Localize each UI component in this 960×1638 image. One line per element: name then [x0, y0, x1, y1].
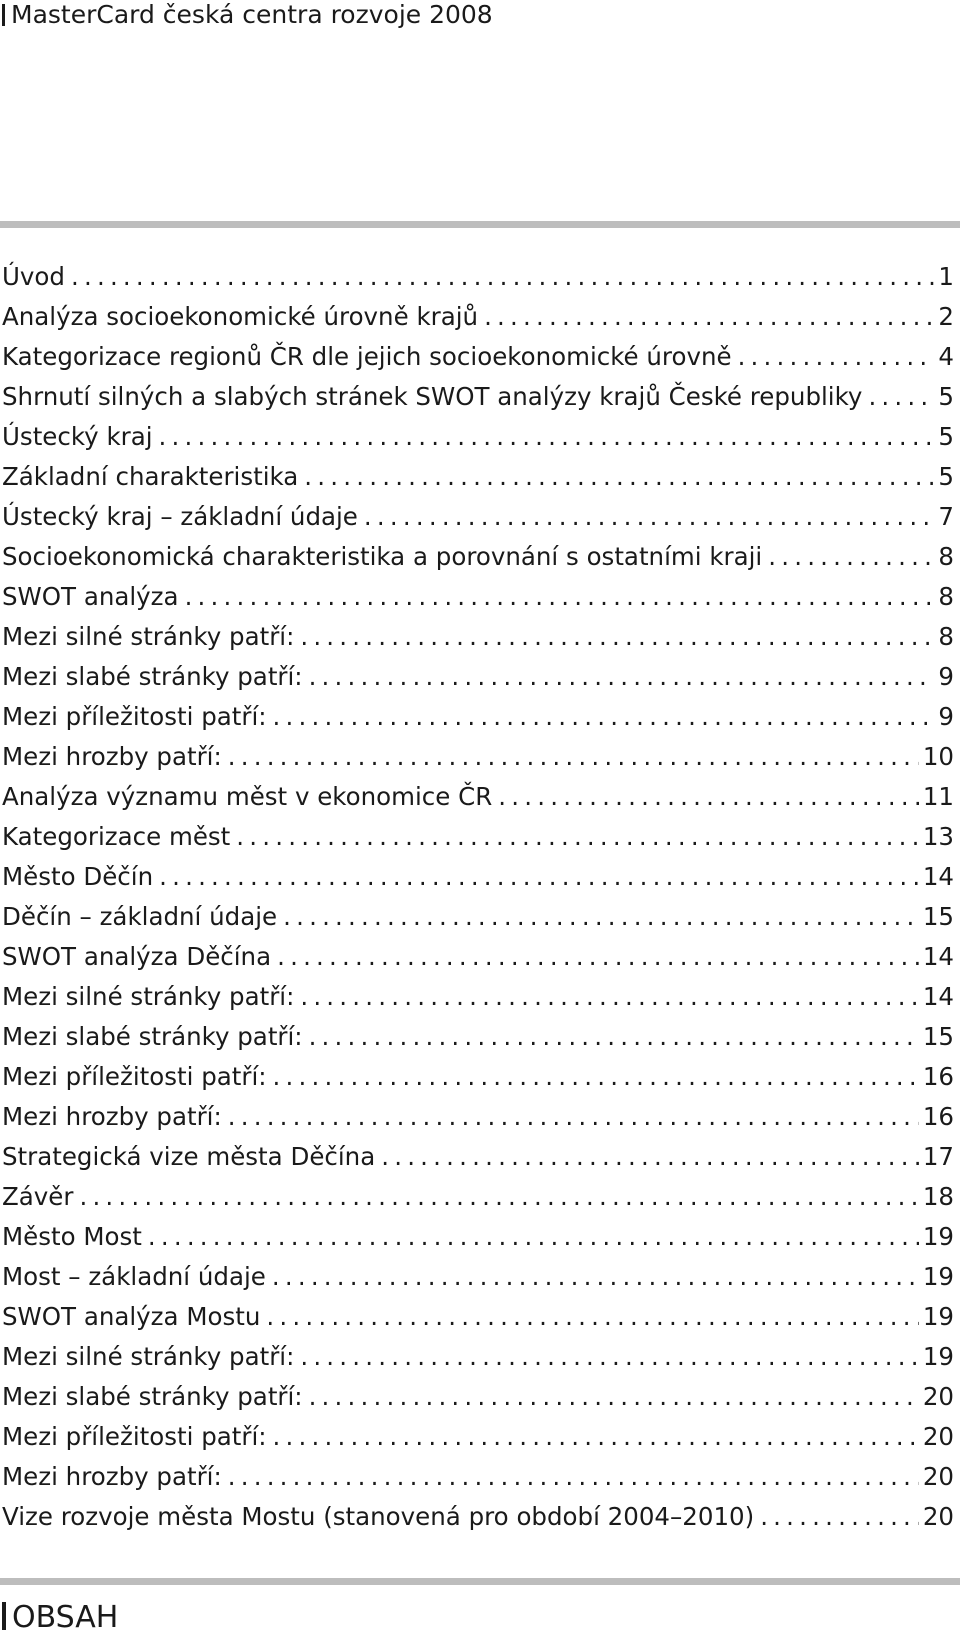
- toc-entry[interactable]: [2, 1177, 954, 1217]
- toc-entry-title: Analýza významu měst v ekonomice ČR: [2, 782, 493, 811]
- toc-dot-leader: [484, 297, 934, 337]
- toc-dot-leader: [768, 537, 934, 577]
- header-title-text: MasterCard česká centra rozvoje 2008: [11, 0, 493, 29]
- toc-entry[interactable]: [2, 297, 954, 337]
- toc-entry-page-number: 5: [938, 462, 954, 491]
- toc-entry[interactable]: [2, 1217, 954, 1257]
- toc-entry-title: Město Most: [2, 1222, 142, 1251]
- toc-dot-leader: [79, 1177, 918, 1217]
- bottom-divider: [0, 1578, 960, 1585]
- toc-entry-title: Ústecký kraj – základní údaje: [2, 502, 358, 531]
- toc-entry[interactable]: [2, 1497, 954, 1537]
- toc-entry[interactable]: [2, 1137, 954, 1177]
- toc-entry[interactable]: [2, 737, 954, 777]
- toc-entry[interactable]: [2, 977, 954, 1017]
- toc-entry[interactable]: [2, 537, 954, 577]
- toc-entry-page-number: 17: [922, 1142, 954, 1171]
- toc-entry-title: Strategická vize města Děčína: [2, 1142, 376, 1171]
- toc-entry-page-number: 20: [922, 1502, 954, 1531]
- toc-entry-title: Mezi slabé stránky patří:: [2, 662, 303, 691]
- toc-entry-page-number: 20: [922, 1422, 954, 1451]
- toc-entry[interactable]: [2, 617, 954, 657]
- toc-entry[interactable]: [2, 1457, 954, 1497]
- toc-entry-page-number: 2: [938, 302, 954, 331]
- toc-dot-leader: [300, 977, 918, 1017]
- toc-entry-page-number: 14: [922, 862, 954, 891]
- toc-entry-title: SWOT analýza Mostu: [2, 1302, 261, 1331]
- toc-entry-title: Mezi hrozby patří:: [2, 742, 222, 771]
- toc-entry[interactable]: [2, 937, 954, 977]
- toc-entry-page-number: 14: [922, 942, 954, 971]
- toc-entry-title: Analýza socioekonomické úrovně krajů: [2, 302, 479, 331]
- toc-entry-title: Mezi silné stránky patří:: [2, 1342, 295, 1371]
- toc-entry[interactable]: [2, 1057, 954, 1097]
- toc-entry[interactable]: [2, 577, 954, 617]
- toc-entry[interactable]: [2, 657, 954, 697]
- toc-dot-leader: [300, 1337, 918, 1377]
- table-of-contents: [2, 257, 954, 1537]
- toc-entry-page-number: 15: [922, 902, 954, 931]
- toc-entry-title: Mezi silné stránky patří:: [2, 622, 295, 651]
- toc-entry-page-number: 16: [922, 1062, 954, 1091]
- toc-entry-title: SWOT analýza: [2, 582, 179, 611]
- toc-dot-leader: [283, 897, 919, 937]
- toc-entry[interactable]: [2, 337, 954, 377]
- toc-dot-leader: [273, 1417, 919, 1457]
- toc-dot-leader: [273, 697, 935, 737]
- toc-dot-leader: [498, 777, 919, 817]
- top-divider: [0, 221, 960, 228]
- toc-entry[interactable]: [2, 697, 954, 737]
- toc-entry-page-number: 15: [922, 1022, 954, 1051]
- toc-entry-page-number: 16: [922, 1102, 954, 1131]
- toc-entry[interactable]: [2, 897, 954, 937]
- toc-entry-title: Závěr: [2, 1182, 74, 1211]
- toc-dot-leader: [185, 577, 935, 617]
- toc-entry-title: Úvod: [2, 262, 65, 291]
- toc-entry-title: Město Děčín: [2, 862, 154, 891]
- toc-dot-leader: [381, 1137, 919, 1177]
- toc-entry-page-number: 9: [938, 662, 954, 691]
- toc-dot-leader: [148, 1217, 919, 1257]
- toc-dot-leader: [71, 257, 934, 297]
- toc-dot-leader: [738, 337, 935, 377]
- toc-entry-title: Kategorizace regionů ČR dle jejich socioekonomické úrovně: [2, 342, 732, 371]
- toc-entry-page-number: 4: [938, 342, 954, 371]
- toc-entry-title: Mezi příležitosti patří:: [2, 1062, 267, 1091]
- toc-entry-page-number: 13: [922, 822, 954, 851]
- toc-entry-title: Mezi silné stránky patří:: [2, 982, 295, 1011]
- toc-entry-page-number: 8: [938, 542, 954, 571]
- toc-entry[interactable]: [2, 1017, 954, 1057]
- toc-entry-title: Most – základní údaje: [2, 1262, 266, 1291]
- toc-entry[interactable]: [2, 1297, 954, 1337]
- toc-entry-title: Mezi příležitosti patří:: [2, 702, 267, 731]
- toc-entry-page-number: 7: [938, 502, 954, 531]
- toc-entry-title: SWOT analýza Děčína: [2, 942, 272, 971]
- toc-entry[interactable]: [2, 1097, 954, 1137]
- toc-entry-page-number: 19: [922, 1302, 954, 1331]
- toc-entry[interactable]: [2, 257, 954, 297]
- toc-dot-leader: [364, 497, 935, 537]
- toc-entry-page-number: 5: [938, 422, 954, 451]
- toc-dot-leader: [309, 1017, 919, 1057]
- toc-entry[interactable]: [2, 497, 954, 537]
- toc-entry-title: Mezi příležitosti patří:: [2, 1422, 267, 1451]
- toc-dot-leader: [760, 1497, 919, 1537]
- toc-dot-leader: [300, 617, 934, 657]
- toc-entry-title: Mezi slabé stránky patří:: [2, 1382, 303, 1411]
- toc-dot-leader: [266, 1297, 918, 1337]
- toc-entry-title: Mezi hrozby patří:: [2, 1102, 222, 1131]
- toc-entry[interactable]: [2, 857, 954, 897]
- section-label-text: OBSAH: [12, 1600, 119, 1635]
- toc-entry[interactable]: [2, 377, 954, 417]
- toc-entry[interactable]: [2, 1417, 954, 1457]
- toc-entry-page-number: 10: [922, 742, 954, 771]
- toc-entry-title: Mezi hrozby patří:: [2, 1462, 222, 1491]
- toc-dot-leader: [272, 1257, 919, 1297]
- toc-entry-page-number: 20: [922, 1382, 954, 1411]
- toc-entry-page-number: 5: [938, 382, 954, 411]
- toc-dot-leader: [277, 937, 919, 977]
- toc-entry[interactable]: [2, 1377, 954, 1417]
- toc-entry-title: Shrnutí silných a slabých stránek SWOT analýzy krajů České republiky: [2, 382, 863, 411]
- toc-dot-leader: [309, 657, 935, 697]
- page-header: [2, 0, 493, 30]
- toc-entry-title: Kategorizace měst: [2, 822, 231, 851]
- toc-entry-page-number: 19: [922, 1262, 954, 1291]
- toc-dot-leader: [309, 1377, 919, 1417]
- brand-bar-mark: [2, 4, 5, 26]
- toc-entry-page-number: 11: [922, 782, 954, 811]
- brand-bar-mark: [2, 1602, 6, 1630]
- toc-entry-page-number: 19: [922, 1222, 954, 1251]
- toc-dot-leader: [868, 377, 934, 417]
- toc-dot-leader: [228, 737, 919, 777]
- toc-dot-leader: [159, 417, 935, 457]
- toc-entry-title: Základní charakteristika: [2, 462, 299, 491]
- toc-entry-page-number: 14: [922, 982, 954, 1011]
- toc-entry-page-number: 8: [938, 582, 954, 611]
- toc-entry-page-number: 20: [922, 1462, 954, 1491]
- toc-entry-title: Mezi slabé stránky patří:: [2, 1022, 303, 1051]
- toc-entry[interactable]: [2, 417, 954, 457]
- toc-entry-title: Ústecký kraj: [2, 422, 153, 451]
- toc-dot-leader: [304, 457, 934, 497]
- toc-entry[interactable]: [2, 1337, 954, 1377]
- toc-entry-page-number: 9: [938, 702, 954, 731]
- toc-dot-leader: [236, 817, 919, 857]
- toc-entry-title: Vize rozvoje města Mostu (stanovená pro období 2004–2010): [2, 1502, 755, 1531]
- toc-dot-leader: [159, 857, 919, 897]
- toc-entry-page-number: 19: [922, 1342, 954, 1371]
- toc-entry-page-number: 18: [922, 1182, 954, 1211]
- toc-entry[interactable]: [2, 457, 954, 497]
- toc-dot-leader: [228, 1457, 919, 1497]
- toc-entry[interactable]: [2, 777, 954, 817]
- toc-entry[interactable]: [2, 817, 954, 857]
- toc-entry-page-number: 8: [938, 622, 954, 651]
- section-label: [2, 1598, 118, 1638]
- toc-entry-page-number: 1: [938, 262, 954, 291]
- toc-entry-title: Děčín – základní údaje: [2, 902, 278, 931]
- toc-entry[interactable]: [2, 1257, 954, 1297]
- toc-entry-title: Socioekonomická charakteristika a porovnání s ostatními kraji: [2, 542, 763, 571]
- toc-dot-leader: [228, 1097, 919, 1137]
- toc-dot-leader: [273, 1057, 919, 1097]
